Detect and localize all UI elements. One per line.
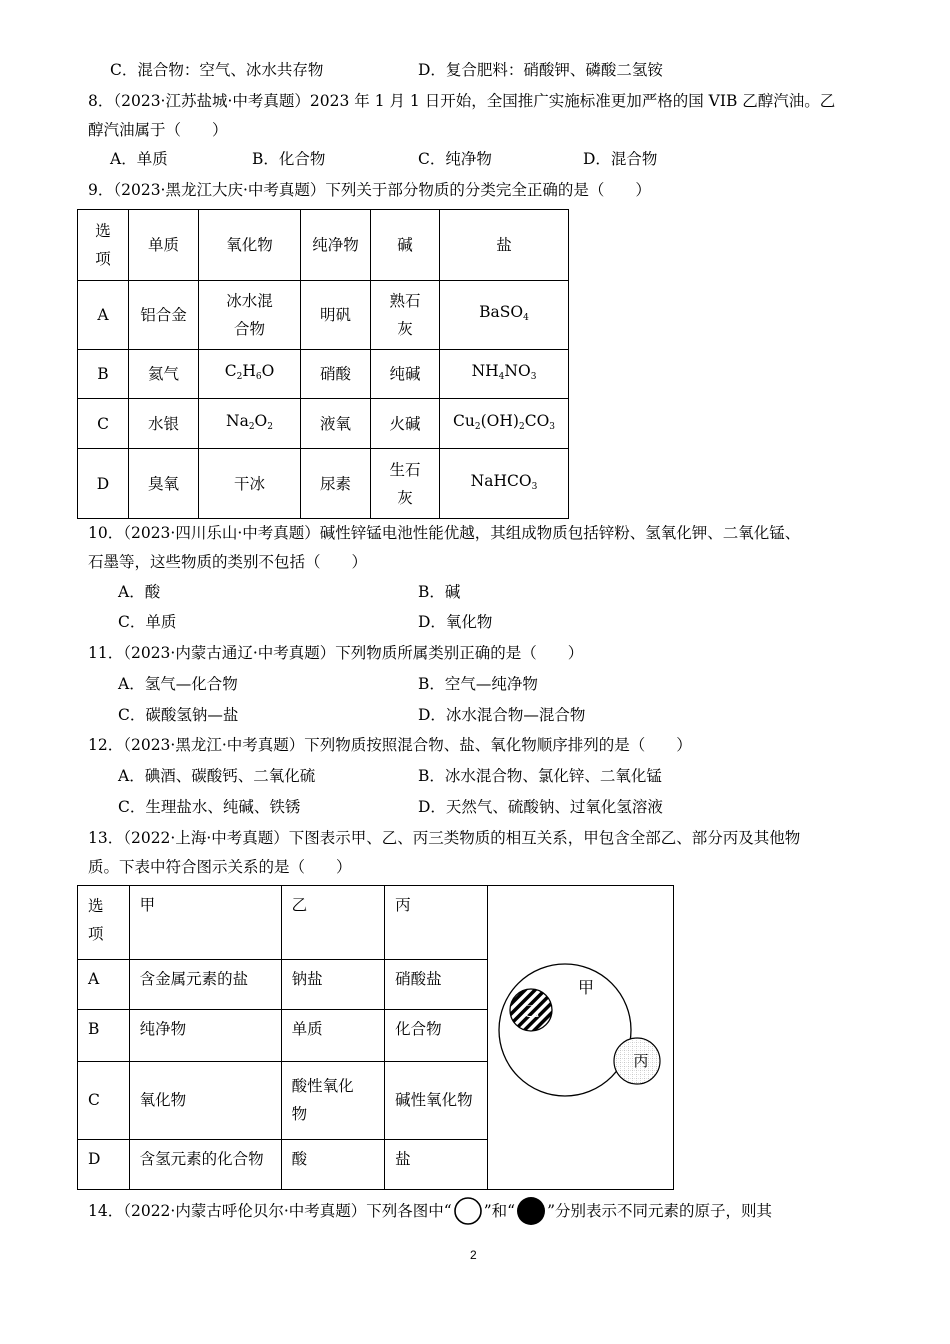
cell-yi: 单质: [281, 1009, 385, 1061]
q13-stem-line2: 质。下表中符合图示关系的是（ ）: [88, 858, 352, 876]
q9-stem: 9．（2023·黑龙江大庆·中考真题）下列关于部分物质的分类完全正确的是（ ）: [88, 181, 651, 199]
cell-element: 臭氧: [129, 449, 199, 519]
cell-option: D: [78, 1139, 130, 1189]
q7-option-c: C．混合物：空气、冰水共存物: [110, 61, 324, 79]
header-base: 碱: [371, 210, 440, 281]
q11-option-a: A．氢气—化合物: [118, 675, 238, 693]
q10-option-a: A．酸: [118, 583, 161, 601]
table-row: [78, 399, 569, 449]
header-jia: 甲: [129, 886, 281, 960]
header-salt: 盐: [440, 210, 569, 281]
header-option: 选项: [78, 886, 130, 960]
cell-base: 熟石灰: [371, 281, 440, 350]
cell-oxide: $C_2H_6O$: [199, 350, 301, 399]
label-bing: 丙: [633, 1052, 649, 1070]
q8-option-b: B．化合物: [252, 150, 326, 168]
table-row: [78, 449, 569, 519]
cell-oxide: 干冰: [199, 449, 301, 519]
header-option: 选项: [78, 210, 129, 281]
cell-element: 水银: [129, 399, 199, 449]
q13-stem-line1: 13．（2022·上海·中考真题）下图表示甲、乙、丙三类物质的相互关系，甲包含全部乙、部分丙及其他物: [88, 829, 801, 847]
cell-bing: 化合物: [385, 1009, 488, 1061]
circle-jia: [499, 964, 631, 1096]
cell-option: D: [78, 449, 129, 519]
cell-option: A: [78, 281, 129, 350]
q10-option-c: C．单质: [118, 613, 177, 631]
q11-option-b: B．空气—纯净物: [418, 675, 538, 693]
cell-pure: 明矾: [301, 281, 371, 350]
cell-pure: 硝酸: [301, 350, 371, 399]
cell-bing: 碱性氧化物: [385, 1062, 488, 1140]
q11-option-d: D．冰水混合物—混合物: [418, 706, 586, 724]
table-header-row: [78, 886, 674, 960]
cell-option: C: [78, 1062, 130, 1140]
q12-option-c: C．生理盐水、纯碱、铁锈: [118, 798, 301, 816]
q7-option-d: D．复合肥料：硝酸钾、磷酸二氢铵: [418, 61, 663, 79]
cell-jia: 氧化物: [129, 1062, 281, 1140]
q12-stem: 12．（2023·黑龙江·中考真题）下列物质按照混合物、盐、氧化物顺序排列的是（ ）: [88, 736, 692, 754]
cell-yi: 酸: [281, 1139, 385, 1189]
cell-salt: $NH_4NO_3$: [440, 350, 569, 399]
header-element: 单质: [129, 210, 199, 281]
q14-stem-part1: 14．（2022·内蒙古呼伦贝尔·中考真题）下列各图中“: [88, 1202, 452, 1220]
solid-atom-icon: [516, 1196, 546, 1226]
header-yi: 乙: [281, 886, 385, 960]
venn-diagram: [488, 886, 673, 1181]
q10-option-b: B．碱: [418, 583, 461, 601]
cell-element: 氦气: [129, 350, 199, 399]
table-header-row: [78, 210, 569, 281]
header-pure: 纯净物: [301, 210, 371, 281]
cell-yi: 钠盐: [281, 959, 385, 1009]
cell-salt: BaSO$_4$: [440, 281, 569, 350]
cell-salt: $Cu_2(OH)_2CO_3$: [440, 399, 569, 449]
header-bing: 丙: [385, 886, 488, 960]
page-number: 2: [470, 1248, 477, 1262]
q8-stem-line2: 醇汽油属于（ ）: [88, 121, 228, 139]
q10-stem-line1: 10．（2023·四川乐山·中考真题）碱性锌锰电池性能优越，其组成物质包括锌粉、氢氧化钾、二氧化锰、: [88, 524, 801, 542]
q8-option-a: A．单质: [110, 150, 168, 168]
q12-option-b: B．冰水混合物、氯化锌、二氧化锰: [418, 767, 662, 785]
q8-stem-line1: 8．（2023·江苏盐城·中考真题）2023 年 1 月 1 日开始，全国推广实施标准更加严格的国 VIB 乙醇汽油。乙: [88, 92, 836, 110]
cell-option: B: [78, 1009, 130, 1061]
cell-option: A: [78, 959, 130, 1009]
q8-option-d: D．混合物: [583, 150, 658, 168]
cell-base: 火碱: [371, 399, 440, 449]
cell-base: 生石灰: [371, 449, 440, 519]
cell-base: 纯碱: [371, 350, 440, 399]
hollow-atom-icon: [453, 1196, 483, 1226]
q10-stem-line2: 石墨等，这些物质的类别不包括（ ）: [88, 553, 368, 571]
cell-bing: 盐: [385, 1139, 488, 1189]
q9-table: [77, 209, 569, 519]
cell-jia: 纯净物: [129, 1009, 281, 1061]
q11-option-c: C．碳酸氢钠—盐: [118, 706, 239, 724]
q14-stem: [88, 1196, 772, 1226]
label-yi: 乙: [524, 1002, 540, 1020]
cell-oxide: 冰水混合物: [199, 281, 301, 350]
q11-stem: 11．（2023·内蒙古通辽·中考真题）下列物质所属类别正确的是（ ）: [88, 644, 584, 662]
cell-jia: 含金属元素的盐: [129, 959, 281, 1009]
cell-bing: 硝酸盐: [385, 959, 488, 1009]
cell-yi: 酸性氧化物: [281, 1062, 385, 1140]
header-oxide: 氧化物: [199, 210, 301, 281]
venn-diagram-cell: [488, 886, 674, 1190]
cell-jia: 含氢元素的化合物: [129, 1139, 281, 1189]
label-jia: 甲: [577, 978, 595, 997]
q8-option-c: C．纯净物: [418, 150, 492, 168]
q14-stem-part2: ”和“: [483, 1202, 516, 1220]
q14-stem-part3: ”分别表示不同元素的原子，则其: [547, 1202, 772, 1220]
cell-option: C: [78, 399, 129, 449]
cell-pure: 液氧: [301, 399, 371, 449]
cell-oxide: $Na_2O_2$: [199, 399, 301, 449]
cell-pure: 尿素: [301, 449, 371, 519]
cell-element: 铝合金: [129, 281, 199, 350]
table-row: [78, 350, 569, 399]
cell-option: B: [78, 350, 129, 399]
q10-option-d: D．氧化物: [418, 613, 493, 631]
q12-option-a: A．碘酒、碳酸钙、二氧化硫: [118, 767, 316, 785]
q13-table: [77, 885, 674, 1190]
table-row: [78, 281, 569, 350]
cell-salt: NaHCO$_3$: [440, 449, 569, 519]
q12-option-d: D．天然气、硫酸钠、过氧化氢溶液: [418, 798, 663, 816]
